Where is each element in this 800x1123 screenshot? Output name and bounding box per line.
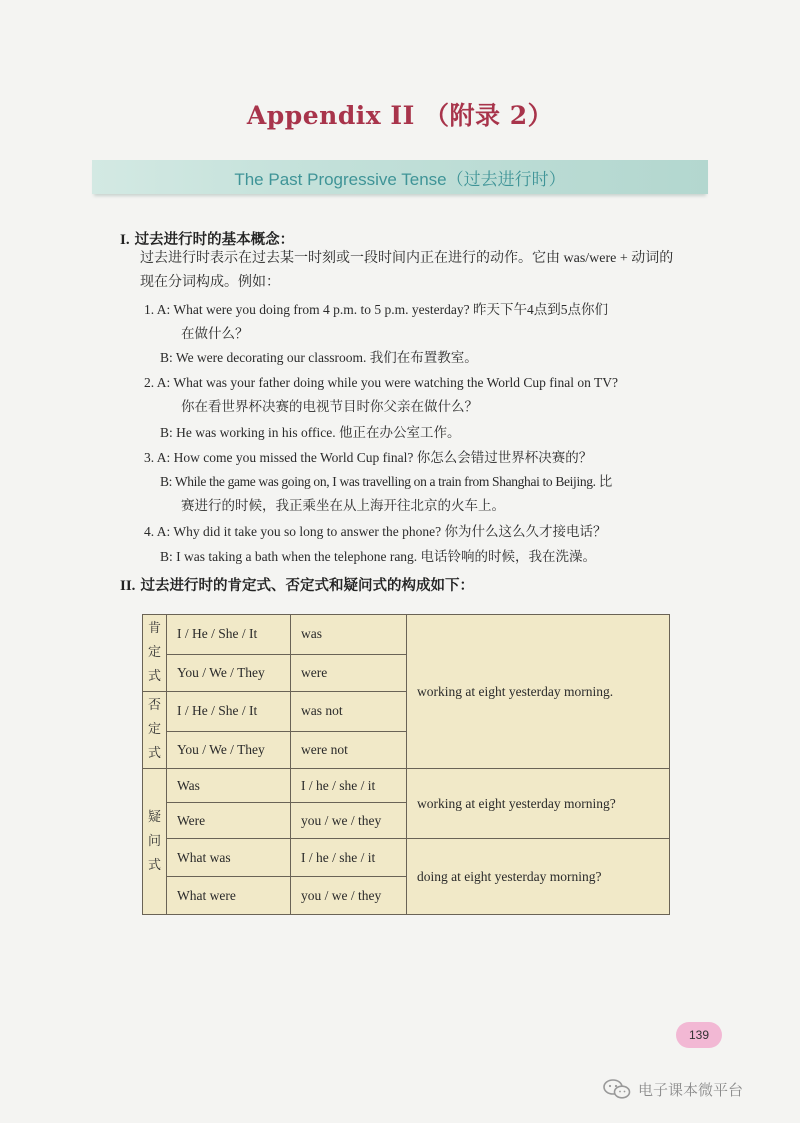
example-3-b — [160, 470, 612, 494]
example-2-a — [144, 371, 618, 395]
table-cell: working at eight yesterday morning? — [407, 769, 670, 839]
vertical-label-char: 疑 — [147, 809, 161, 825]
example-line: What was your father doing while you were watching the World Cup final on TV? — [173, 375, 618, 390]
vertical-label-char: 定 — [147, 645, 161, 660]
speaker-label: B: — [160, 549, 173, 564]
vertical-label-char: 式 — [147, 857, 161, 873]
table-cell: You / We / They — [167, 654, 291, 691]
example-4-b — [160, 545, 596, 569]
example-1-b — [160, 346, 478, 370]
vertical-label-char: 式 — [147, 669, 161, 684]
question-label — [143, 769, 167, 915]
speaker-label: A: — [156, 450, 171, 465]
table-cell: working at eight yesterday morning. — [407, 615, 670, 769]
example-line: I was taking a bath when the telephone rang. 电话铃响的时候，我在洗澡。 — [176, 549, 597, 564]
watermark-text: 电子课本微平台 — [638, 1080, 744, 1099]
example-line: While the game was going on, I was travelling on a train from Shanghai to Beijing. 比 — [174, 474, 612, 489]
table-cell: What were — [167, 877, 291, 915]
page-number: 139 — [676, 1022, 722, 1048]
example-line: He was working in his office. 他正在办公室工作。 — [176, 425, 461, 440]
section-heading-text: 过去进行时的基本概念： — [134, 232, 295, 248]
example-3-b-cont: 赛进行的时候，我正乘坐在从上海开往北京的火车上。 — [181, 498, 505, 513]
example-line: What were you doing from 4 p.m. to 5 p.m. yesterday? 昨天下午4点到5点你们 — [173, 302, 608, 317]
table-cell: doing at eight yesterday morning? — [407, 839, 670, 915]
grammar-table — [142, 614, 670, 915]
table-cell: were — [291, 654, 407, 691]
table-cell: you / we / they — [291, 877, 407, 915]
section-paragraph: 过去进行时表示在过去某一时刻或一段时间内正在进行的动作。它由 was/were + 动词的现在分词构成。例如： — [140, 251, 674, 290]
example-4-a — [144, 520, 606, 544]
table-cell: were not — [291, 731, 407, 768]
speaker-label: A: — [156, 524, 171, 539]
table-row — [143, 615, 670, 655]
section-heading-text: 过去进行时的肯定式、否定式和疑问式的构成如下： — [140, 578, 474, 594]
table-cell: I / He / She / It — [167, 692, 291, 732]
example-2-b — [160, 421, 460, 445]
table-cell: I / he / she / it — [291, 839, 407, 877]
vertical-label-char: 式 — [147, 746, 161, 761]
table-cell: You / We / They — [167, 731, 291, 768]
page-subtitle: The Past Progressive Tense（过去进行时） — [234, 170, 566, 189]
speaker-label: A: — [156, 302, 171, 317]
table-cell: you / we / they — [291, 803, 407, 839]
example-line: Why did it take you so long to answer the phone? 你为什么这么久才接电话？ — [173, 524, 607, 539]
section-heading-1 — [120, 228, 294, 249]
example-2-a-cont: 你在看世界杯决赛的电视节目时你父亲在做什么？ — [181, 399, 478, 414]
speaker-label: B: — [160, 474, 173, 489]
table-row — [143, 839, 670, 877]
example-3-a — [144, 446, 592, 470]
example-1-a — [144, 298, 608, 322]
section-number: I. — [120, 232, 130, 248]
negative-label — [143, 692, 167, 769]
section-heading-2 — [120, 574, 474, 595]
speaker-label: A: — [156, 375, 171, 390]
table-cell: Were — [167, 803, 291, 839]
vertical-label-char: 否 — [147, 698, 161, 713]
table-cell: What was — [167, 839, 291, 877]
affirmative-label — [143, 615, 167, 692]
table-cell: I / he / she / it — [291, 769, 407, 803]
speaker-label: B: — [160, 425, 173, 440]
vertical-label-char: 定 — [147, 722, 161, 737]
example-1-a-cont: 在做什么？ — [181, 326, 249, 341]
example-line: We were decorating our classroom. 我们在布置教室。 — [175, 350, 478, 365]
vertical-label-char: 问 — [147, 833, 161, 849]
example-number: 4. — [144, 524, 155, 539]
table-cell: was not — [291, 692, 407, 732]
table-cell: I / He / She / It — [167, 615, 291, 655]
example-number: 3. — [144, 450, 155, 465]
section-number: II. — [120, 578, 136, 594]
example-line: How come you missed the World Cup final? 你怎么会错过世界杯决赛的？ — [173, 450, 593, 465]
wechat-icon — [602, 1078, 632, 1100]
table-cell: was — [291, 615, 407, 655]
vertical-label-char: 肯 — [147, 621, 161, 636]
example-number: 2. — [144, 375, 155, 390]
page-title: Appendix II （附录 2） — [246, 101, 554, 130]
table-cell: Was — [167, 769, 291, 803]
example-number: 1. — [144, 302, 155, 317]
speaker-label: B: — [160, 350, 173, 365]
table-row — [143, 769, 670, 803]
watermark — [602, 1078, 743, 1100]
